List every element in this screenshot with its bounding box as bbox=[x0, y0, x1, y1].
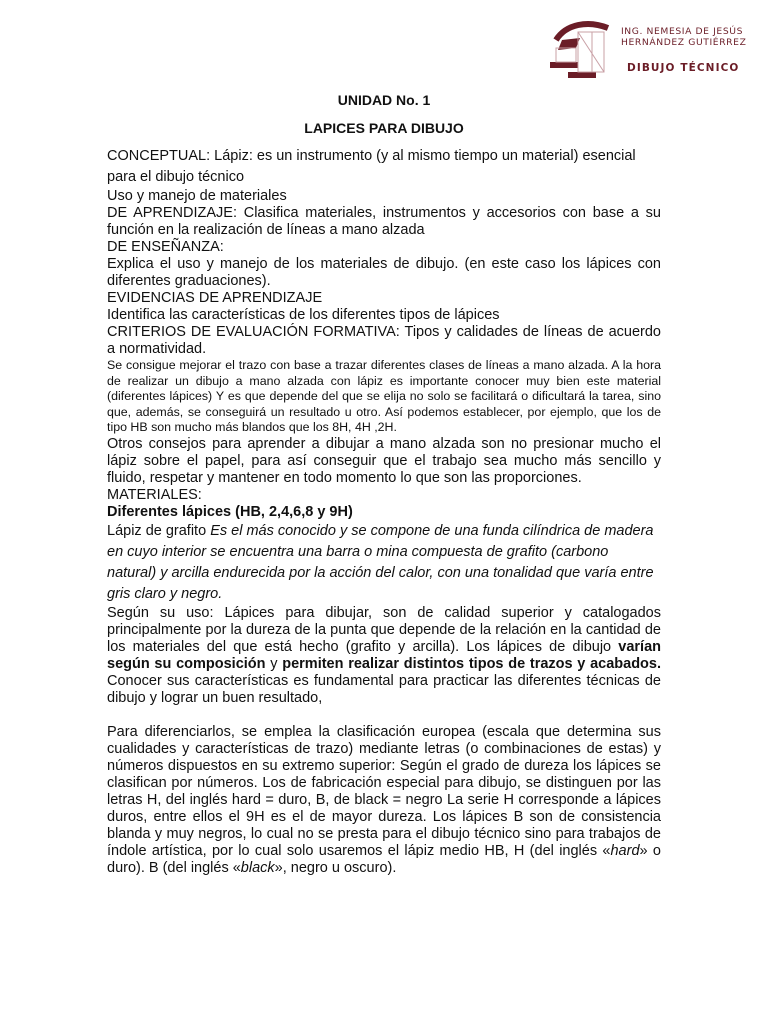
clasif-text-3: », negro u oscuro). bbox=[274, 859, 397, 876]
materiales-label: MATERIALES: bbox=[107, 486, 202, 503]
topic-title: LAPICES PARA DIBUJO bbox=[304, 120, 464, 136]
clasif-text-1: Para diferenciarlos, se emplea la clasificación europea (escala que determina sus cualidades y características de trazo) mediante letras (o combinaciones de estas) y números dispuestos en su extremo superior: Según el grado de dureza los lápices se clasifican por números. Los de fabricación especial para dibujo, se distinguen por las letras H, del inglés hard = duro, B, de black = negro La serie H corresponde a lápices duros, entre ellos el 9H es el de mayor dureza. Los lápices B son de consistencia blanda y muy negros, lo cual no se presta para el dibujo técnico sino para trabajos de índole artística, por lo cual solo usaremos el lápiz medio HB, H (del inglés « bbox=[107, 723, 661, 859]
conceptual-paragraph: CONCEPTUAL: Lápiz: es un instrumento (y al mismo tiempo un material) esencial para el dibujo técnico bbox=[107, 148, 636, 185]
logo-author-line2: HERNÁNDEZ GUTIÉRREZ bbox=[621, 37, 747, 48]
lapices-heading: Diferentes lápices (HB, 2,4,6,8 y 9H) bbox=[107, 503, 353, 520]
grafito-paragraph bbox=[107, 521, 661, 605]
grafito-description: Es el más conocido y se compone de una funda cilíndrica de madera en cuyo interior se encuentra una barra o mina compuesta de grafito (carbono natural) y arcilla endurecida por la acción del calor, con una tonalidad que varía entre gris claro y negro. bbox=[107, 522, 654, 602]
segun-text-2: y bbox=[265, 655, 283, 672]
segun-uso-paragraph bbox=[107, 605, 661, 707]
clasif-black: black bbox=[240, 859, 275, 876]
geometric-logo-icon bbox=[548, 18, 612, 84]
document-body bbox=[107, 146, 661, 877]
evidencias-label: EVIDENCIAS DE APRENDIZAJE bbox=[107, 290, 323, 306]
segun-text-3: Conocer sus características es fundamental para practicar las diferentes técnicas de dibujo y lograr un buen resultado, bbox=[107, 672, 661, 706]
logo-author-line1: ING. NEMESIA DE JESÚS bbox=[621, 26, 744, 37]
ensenanza-paragraph: Explica el uso y manejo de los materiales de dibujo. (en este caso los lápices con diferentes graduaciones). bbox=[107, 256, 661, 289]
clasificacion-paragraph bbox=[107, 724, 661, 877]
logo-subtitle: DIBUJO TÉCNICO bbox=[627, 62, 740, 74]
consejos-paragraph: Otros consejos para aprender a dibujar a mano alzada son no presionar mucho el lápiz sobre el papel, para así conseguir que el trabajo sea mucho más sencillo y fluido, respetar y mantener en todo momento lo que son las proporciones. bbox=[107, 435, 661, 486]
ensenanza-label: DE ENSEÑANZA: bbox=[107, 239, 224, 255]
segun-text-1: Según su uso: Lápices para dibujar, son de calidad superior y catalogados principalmente por la dureza de la punta que depende de la relación en la cantidad de los materiales del que está hecho (grafito y arcilla). Los lápices de dibujo bbox=[107, 604, 661, 655]
segun-bold-2: permiten realizar distintos tipos de trazos y acabados. bbox=[282, 655, 662, 672]
author-logo bbox=[548, 18, 758, 88]
clasif-text-2: » o duro). B (del inglés « bbox=[107, 842, 661, 876]
aprendizaje-paragraph: DE APRENDIZAJE: Clasifica materiales, instrumentos y accesorios con base a su función en la realización de líneas a mano alzada bbox=[107, 205, 661, 238]
grafito-lead: Lápiz de grafito bbox=[107, 522, 211, 539]
evidencias-paragraph: Identifica las características de los diferentes tipos de lápices bbox=[107, 307, 500, 323]
criterios-paragraph: CRITERIOS DE EVALUACIÓN FORMATIVA: Tipos y calidades de líneas de acuerdo a normatividad. bbox=[107, 324, 661, 357]
unit-title: UNIDAD No. 1 bbox=[337, 92, 431, 108]
uso-line: Uso y manejo de materiales bbox=[107, 188, 287, 204]
segun-bold-1: varían según su composición bbox=[107, 638, 661, 672]
paragraph-gap bbox=[107, 707, 661, 724]
trazo-paragraph: Se consigue mejorar el trazo con base a trazar diferentes clases de líneas a mano alzada. A la hora de realizar un dibujo a mano alzada con lápiz es importante conocer muy bien este material (diferentes lápices) Y es que depende del que se elija no solo se facilitará o dificultará la tarea, sino que, además, se conseguirá un resultado u otro. Así podemos establecer, por ejemplo, que los de tipo HB son mucho más blandos que los 8H, 4H ,2H. bbox=[107, 358, 661, 435]
clasif-hard: hard bbox=[610, 842, 640, 859]
